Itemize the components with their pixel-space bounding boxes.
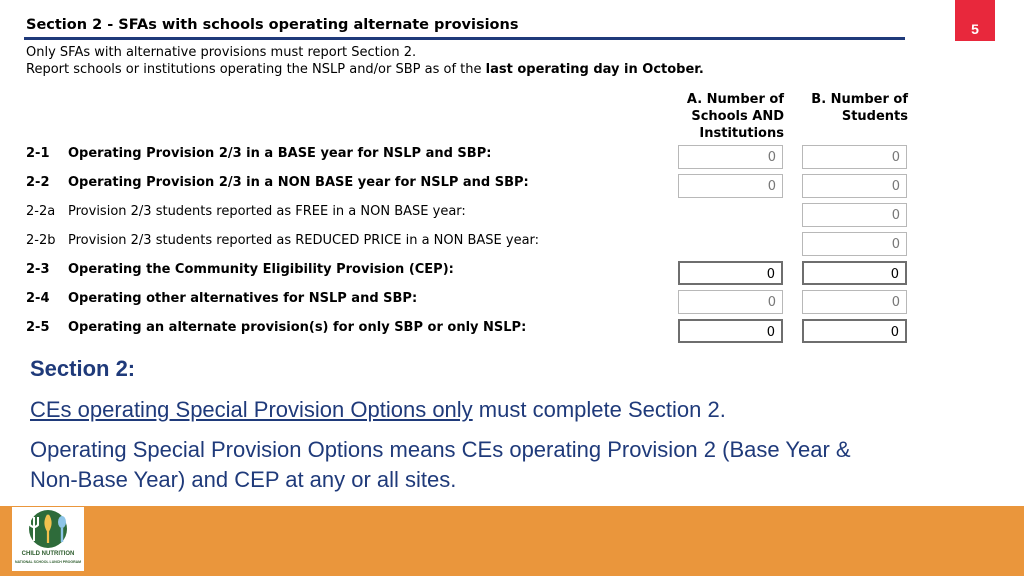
row-2-3-students-input[interactable]: 0 [802,261,907,285]
column-b-header-line: B. Number of [811,92,908,107]
row-2-3-schools-input[interactable]: 0 [678,261,783,285]
form-row-2-2b [26,233,539,248]
logo-emblem-icon [12,507,84,551]
notes-heading: Section 2: [30,356,136,381]
special-provision-link[interactable]: CEs operating Special Provision Options only [30,397,473,422]
form-row-2-5 [26,320,526,335]
intro-line-2 [26,62,704,77]
row-2-1-schools-input[interactable]: 0 [678,145,783,169]
row-label: Provision 2/3 students reported as REDUCED PRICE in a NON BASE year: [68,233,540,248]
row-number: 2-2 [26,175,50,190]
intro-line-1: Only SFAs with alternative provisions must report Section 2. [26,45,417,60]
intro-line-2-bold: last operating day in October. [485,62,704,77]
row-label: Operating Provision 2/3 in a BASE year for NSLP and SBP: [68,146,492,161]
form-row-2-2a [26,204,466,219]
footer-bar [0,506,1024,576]
column-b-header-line: Students [841,109,908,124]
form-row-2-1 [26,146,491,161]
column-a-header-line: A. Number of [686,92,784,107]
row-2-1-students-input[interactable]: 0 [802,145,907,169]
row-2-2b-students-input[interactable]: 0 [802,232,907,256]
row-number: 2-4 [26,291,50,306]
row-2-4-students-input[interactable]: 0 [802,290,907,314]
form-row-2-2 [26,175,529,190]
row-number: 2-1 [26,146,50,161]
row-number: 2-3 [26,262,50,277]
row-2-2-schools-input[interactable]: 0 [678,174,783,198]
row-2-2a-students-input[interactable]: 0 [802,203,907,227]
row-label: Operating the Community Eligibility Provision (CEP): [68,262,454,277]
note-line-1-rest: must complete Section 2. [472,397,726,422]
row-number: 2-5 [26,320,50,335]
note-line-2: Operating Special Provision Options means CEs operating Provision 2 (Base Year & [30,437,851,462]
title-divider [24,37,905,40]
row-label: Operating other alternatives for NSLP and SBP: [68,291,418,306]
logo-caption-sub: NATIONAL SCHOOL LUNCH PROGRAM [14,560,82,564]
form-row-2-4 [26,291,417,306]
row-label: Operating Provision 2/3 in a NON BASE year for NSLP and SBP: [68,175,529,190]
row-number: 2-2b [26,233,56,248]
note-line-1 [30,397,726,423]
note-line-3: Non-Base Year) and CEP at any or all sites. [30,467,457,492]
row-2-5-students-input[interactable]: 0 [802,319,907,343]
row-label: Operating an alternate provision(s) for only SBP or only NSLP: [68,320,527,335]
column-a-header-line: Institutions [699,126,784,141]
column-a-header [666,91,784,142]
row-2-4-schools-input[interactable]: 0 [678,290,783,314]
row-number: 2-2a [26,204,56,219]
page-number-badge: 5 [955,0,995,41]
intro-line-2-text: Report schools or institutions operating the NSLP and/or SBP as of the [26,62,482,77]
child-nutrition-logo [12,507,84,571]
column-a-header-line: Schools AND [691,109,784,124]
logo-caption-main: CHILD NUTRITION [21,551,75,557]
row-2-5-schools-input[interactable]: 0 [678,319,783,343]
column-b-header [790,91,908,125]
row-label: Provision 2/3 students reported as FREE in a NON BASE year: [68,204,466,219]
row-2-2-students-input[interactable]: 0 [802,174,907,198]
form-row-2-3 [26,262,454,277]
form-section-title: Section 2 - SFAs with schools operating alternate provisions [26,17,519,33]
